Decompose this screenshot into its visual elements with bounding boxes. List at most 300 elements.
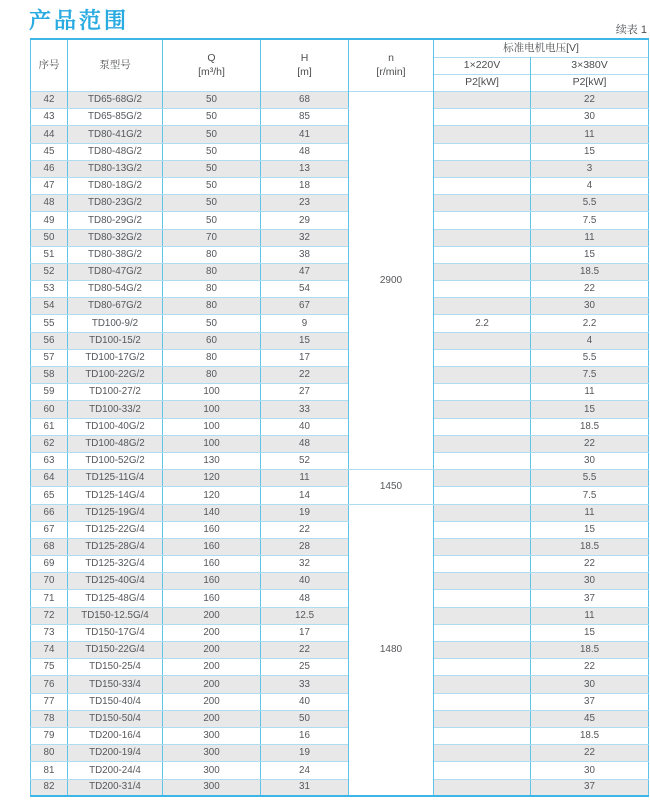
cell-flow: 160	[163, 573, 261, 590]
cell-p2-380v: 11	[531, 607, 649, 624]
cell-p2-220v	[434, 642, 531, 659]
table-row	[31, 177, 649, 194]
table-row	[31, 642, 649, 659]
table-row	[31, 779, 649, 796]
cell-head: 40	[261, 693, 349, 710]
cell-p2-380v: 22	[531, 556, 649, 573]
cell-p2-220v	[434, 298, 531, 315]
cell-flow: 100	[163, 418, 261, 435]
cell-head: 41	[261, 126, 349, 143]
table-row	[31, 745, 649, 762]
cell-p2-220v	[434, 349, 531, 366]
header-speed-symbol: n	[388, 52, 394, 65]
table-row	[31, 470, 649, 487]
cell-head: 22	[261, 642, 349, 659]
table-row	[31, 504, 649, 521]
cell-flow: 300	[163, 762, 261, 779]
cell-serial: 82	[31, 779, 68, 796]
cell-serial: 68	[31, 538, 68, 555]
cell-model: TD100-17G/2	[68, 349, 163, 366]
cell-p2-380v: 18.5	[531, 642, 649, 659]
cell-flow: 300	[163, 745, 261, 762]
cell-flow: 80	[163, 263, 261, 280]
cell-serial: 62	[31, 435, 68, 452]
cell-p2-220v	[434, 607, 531, 624]
cell-p2-380v: 30	[531, 452, 649, 469]
cell-head: 85	[261, 109, 349, 126]
cell-model: TD80-47G/2	[68, 263, 163, 280]
table-row	[31, 298, 649, 315]
cell-flow: 200	[163, 659, 261, 676]
cell-head: 17	[261, 624, 349, 641]
cell-head: 11	[261, 470, 349, 487]
cell-model: TD80-32G/2	[68, 229, 163, 246]
header-model: 泵型号	[68, 39, 163, 92]
cell-serial: 78	[31, 710, 68, 727]
header-voltage-220: 1×220V	[434, 58, 531, 75]
cell-flow: 300	[163, 779, 261, 796]
cell-flow: 80	[163, 298, 261, 315]
cell-head: 12.5	[261, 607, 349, 624]
cell-model: TD80-23G/2	[68, 195, 163, 212]
cell-model: TD80-41G/2	[68, 126, 163, 143]
cell-p2-220v	[434, 435, 531, 452]
cell-p2-220v	[434, 727, 531, 744]
cell-flow: 50	[163, 92, 261, 109]
cell-model: TD150-12.5G/4	[68, 607, 163, 624]
cell-p2-220v	[434, 177, 531, 194]
table-row	[31, 487, 649, 504]
cell-flow: 120	[163, 487, 261, 504]
cell-serial: 72	[31, 607, 68, 624]
cell-serial: 57	[31, 349, 68, 366]
cell-p2-380v: 22	[531, 659, 649, 676]
table-header	[31, 39, 649, 92]
table-row	[31, 143, 649, 160]
table-row	[31, 727, 649, 744]
cell-p2-380v: 7.5	[531, 487, 649, 504]
table-row	[31, 212, 649, 229]
cell-p2-220v	[434, 246, 531, 263]
cell-p2-220v: 2.2	[434, 315, 531, 332]
cell-p2-220v	[434, 367, 531, 384]
cell-p2-380v: 5.5	[531, 349, 649, 366]
cell-flow: 50	[163, 160, 261, 177]
cell-serial: 45	[31, 143, 68, 160]
cell-model: TD125-32G/4	[68, 556, 163, 573]
cell-model: TD150-17G/4	[68, 624, 163, 641]
cell-serial: 51	[31, 246, 68, 263]
cell-model: TD80-29G/2	[68, 212, 163, 229]
cell-model: TD150-33/4	[68, 676, 163, 693]
cell-p2-220v	[434, 470, 531, 487]
cell-head: 40	[261, 573, 349, 590]
table-row	[31, 762, 649, 779]
cell-serial: 80	[31, 745, 68, 762]
header-head	[261, 39, 349, 92]
cell-serial: 50	[31, 229, 68, 246]
table-row	[31, 401, 649, 418]
cell-serial: 74	[31, 642, 68, 659]
cell-serial: 56	[31, 332, 68, 349]
cell-p2-380v: 22	[531, 435, 649, 452]
cell-head: 19	[261, 745, 349, 762]
table-row	[31, 538, 649, 555]
cell-flow: 200	[163, 642, 261, 659]
table-row	[31, 452, 649, 469]
table-row	[31, 246, 649, 263]
cell-p2-220v	[434, 710, 531, 727]
cell-p2-380v: 11	[531, 229, 649, 246]
table-row	[31, 315, 649, 332]
cell-model: TD150-22G/4	[68, 642, 163, 659]
cell-head: 40	[261, 418, 349, 435]
cell-serial: 46	[31, 160, 68, 177]
header-serial: 序号	[31, 39, 68, 92]
cell-speed-merged: 1480	[349, 504, 434, 796]
cell-p2-220v	[434, 762, 531, 779]
cell-head: 9	[261, 315, 349, 332]
cell-model: TD125-48G/4	[68, 590, 163, 607]
cell-flow: 140	[163, 504, 261, 521]
table-row	[31, 624, 649, 641]
cell-p2-380v: 30	[531, 298, 649, 315]
cell-head: 32	[261, 229, 349, 246]
cell-p2-380v: 4	[531, 332, 649, 349]
cell-head: 19	[261, 504, 349, 521]
cell-head: 16	[261, 727, 349, 744]
cell-model: TD200-16/4	[68, 727, 163, 744]
cell-flow: 80	[163, 349, 261, 366]
cell-head: 25	[261, 659, 349, 676]
cell-flow: 70	[163, 229, 261, 246]
cell-model: TD65-68G/2	[68, 92, 163, 109]
cell-p2-220v	[434, 590, 531, 607]
table-row	[31, 573, 649, 590]
cell-p2-380v: 11	[531, 504, 649, 521]
cell-p2-380v: 4	[531, 177, 649, 194]
cell-p2-380v: 37	[531, 779, 649, 796]
cell-head: 29	[261, 212, 349, 229]
header-speed-unit: [r/min]	[376, 65, 406, 78]
cell-flow: 100	[163, 384, 261, 401]
cell-serial: 67	[31, 521, 68, 538]
cell-serial: 42	[31, 92, 68, 109]
cell-model: TD125-19G/4	[68, 504, 163, 521]
cell-head: 15	[261, 332, 349, 349]
cell-p2-380v: 18.5	[531, 263, 649, 280]
cell-serial: 55	[31, 315, 68, 332]
cell-flow: 130	[163, 452, 261, 469]
cell-flow: 160	[163, 538, 261, 555]
cell-head: 48	[261, 590, 349, 607]
cell-head: 48	[261, 143, 349, 160]
cell-head: 13	[261, 160, 349, 177]
table-row	[31, 281, 649, 298]
cell-p2-220v	[434, 401, 531, 418]
cell-flow: 50	[163, 212, 261, 229]
table-row	[31, 435, 649, 452]
cell-p2-220v	[434, 109, 531, 126]
cell-flow: 100	[163, 435, 261, 452]
cell-serial: 79	[31, 727, 68, 744]
table-row	[31, 384, 649, 401]
cell-p2-380v: 22	[531, 745, 649, 762]
cell-p2-380v: 15	[531, 246, 649, 263]
table-row	[31, 160, 649, 177]
cell-p2-220v	[434, 452, 531, 469]
cell-model: TD125-14G/4	[68, 487, 163, 504]
table-row	[31, 659, 649, 676]
cell-model: TD125-11G/4	[68, 470, 163, 487]
cell-p2-220v	[434, 693, 531, 710]
cell-p2-380v: 22	[531, 92, 649, 109]
table-row	[31, 676, 649, 693]
cell-model: TD100-48G/2	[68, 435, 163, 452]
cell-model: TD80-13G/2	[68, 160, 163, 177]
cell-model: TD125-40G/4	[68, 573, 163, 590]
header-flow-unit: [m³/h]	[198, 65, 225, 78]
cell-p2-380v: 7.5	[531, 212, 649, 229]
cell-p2-220v	[434, 676, 531, 693]
table-row	[31, 332, 649, 349]
cell-p2-220v	[434, 160, 531, 177]
cell-serial: 58	[31, 367, 68, 384]
cell-serial: 64	[31, 470, 68, 487]
cell-p2-380v: 18.5	[531, 727, 649, 744]
cell-flow: 160	[163, 590, 261, 607]
cell-p2-220v	[434, 779, 531, 796]
cell-serial: 54	[31, 298, 68, 315]
cell-p2-220v	[434, 624, 531, 641]
cell-flow: 200	[163, 693, 261, 710]
cell-serial: 75	[31, 659, 68, 676]
cell-p2-380v: 30	[531, 676, 649, 693]
cell-p2-380v: 5.5	[531, 195, 649, 212]
cell-model: TD100-27/2	[68, 384, 163, 401]
cell-head: 14	[261, 487, 349, 504]
cell-p2-220v	[434, 521, 531, 538]
header-flow-symbol: Q	[207, 52, 216, 65]
cell-p2-380v: 15	[531, 521, 649, 538]
cell-flow: 100	[163, 401, 261, 418]
header-head-symbol: H	[300, 52, 309, 65]
cell-serial: 76	[31, 676, 68, 693]
cell-p2-380v: 45	[531, 710, 649, 727]
cell-flow: 80	[163, 367, 261, 384]
continued-table-label: 续表 1	[615, 24, 647, 36]
cell-head: 68	[261, 92, 349, 109]
cell-serial: 53	[31, 281, 68, 298]
cell-p2-380v: 18.5	[531, 538, 649, 555]
cell-p2-380v: 37	[531, 590, 649, 607]
cell-p2-380v: 7.5	[531, 367, 649, 384]
cell-flow: 80	[163, 246, 261, 263]
cell-model: TD100-33/2	[68, 401, 163, 418]
table-row	[31, 195, 649, 212]
cell-p2-220v	[434, 143, 531, 160]
cell-p2-380v: 30	[531, 109, 649, 126]
cell-p2-220v	[434, 538, 531, 555]
cell-p2-220v	[434, 487, 531, 504]
cell-head: 22	[261, 367, 349, 384]
header-voltage-380: 3×380V	[531, 58, 649, 75]
cell-p2-220v	[434, 384, 531, 401]
cell-p2-380v: 37	[531, 693, 649, 710]
cell-model: TD100-52G/2	[68, 452, 163, 469]
cell-serial: 47	[31, 177, 68, 194]
cell-serial: 48	[31, 195, 68, 212]
cell-serial: 59	[31, 384, 68, 401]
cell-flow: 60	[163, 332, 261, 349]
cell-head: 50	[261, 710, 349, 727]
cell-model: TD100-22G/2	[68, 367, 163, 384]
cell-p2-220v	[434, 92, 531, 109]
cell-flow: 200	[163, 624, 261, 641]
table-row	[31, 418, 649, 435]
cell-flow: 200	[163, 710, 261, 727]
cell-serial: 71	[31, 590, 68, 607]
cell-p2-380v: 2.2	[531, 315, 649, 332]
header-p2-380: P2[kW]	[531, 75, 649, 92]
cell-p2-380v: 3	[531, 160, 649, 177]
cell-head: 33	[261, 401, 349, 418]
cell-serial: 66	[31, 504, 68, 521]
cell-head: 22	[261, 521, 349, 538]
table-row	[31, 263, 649, 280]
cell-serial: 69	[31, 556, 68, 573]
cell-speed-merged: 1450	[349, 470, 434, 504]
cell-p2-220v	[434, 212, 531, 229]
cell-model: TD125-28G/4	[68, 538, 163, 555]
cell-p2-220v	[434, 195, 531, 212]
cell-head: 67	[261, 298, 349, 315]
cell-model: TD200-24/4	[68, 762, 163, 779]
product-range-table	[30, 38, 649, 797]
cell-model: TD80-54G/2	[68, 281, 163, 298]
table-row	[31, 693, 649, 710]
cell-flow: 50	[163, 109, 261, 126]
cell-p2-220v	[434, 418, 531, 435]
cell-model: TD80-48G/2	[68, 143, 163, 160]
cell-serial: 63	[31, 452, 68, 469]
cell-p2-220v	[434, 229, 531, 246]
cell-flow: 50	[163, 143, 261, 160]
cell-p2-220v	[434, 281, 531, 298]
cell-serial: 77	[31, 693, 68, 710]
cell-model: TD65-85G/2	[68, 109, 163, 126]
cell-head: 31	[261, 779, 349, 796]
cell-serial: 49	[31, 212, 68, 229]
cell-serial: 61	[31, 418, 68, 435]
cell-model: TD125-22G/4	[68, 521, 163, 538]
cell-p2-380v: 11	[531, 126, 649, 143]
cell-model: TD200-31/4	[68, 779, 163, 796]
header-voltage-group: 标准电机电压[V]	[434, 39, 649, 58]
cell-head: 48	[261, 435, 349, 452]
cell-head: 17	[261, 349, 349, 366]
cell-flow: 120	[163, 470, 261, 487]
cell-p2-380v: 30	[531, 762, 649, 779]
cell-serial: 52	[31, 263, 68, 280]
cell-serial: 70	[31, 573, 68, 590]
cell-head: 52	[261, 452, 349, 469]
cell-flow: 80	[163, 281, 261, 298]
cell-head: 28	[261, 538, 349, 555]
page-title: 产品范围	[29, 8, 130, 33]
cell-model: TD150-25/4	[68, 659, 163, 676]
cell-flow: 200	[163, 607, 261, 624]
cell-model: TD80-38G/2	[68, 246, 163, 263]
cell-p2-220v	[434, 263, 531, 280]
cell-head: 54	[261, 281, 349, 298]
header-p2-220: P2[kW]	[434, 75, 531, 92]
table-row	[31, 349, 649, 366]
cell-flow: 50	[163, 315, 261, 332]
table-row	[31, 229, 649, 246]
cell-model: TD100-40G/2	[68, 418, 163, 435]
cell-head: 23	[261, 195, 349, 212]
cell-p2-380v: 15	[531, 401, 649, 418]
header-speed	[349, 39, 434, 92]
cell-flow: 50	[163, 126, 261, 143]
cell-serial: 44	[31, 126, 68, 143]
table-row	[31, 710, 649, 727]
cell-model: TD150-50/4	[68, 710, 163, 727]
cell-p2-380v: 18.5	[531, 418, 649, 435]
cell-model: TD200-19/4	[68, 745, 163, 762]
cell-serial: 73	[31, 624, 68, 641]
header-head-unit: [m]	[297, 65, 312, 78]
cell-flow: 300	[163, 727, 261, 744]
cell-p2-380v: 30	[531, 573, 649, 590]
cell-p2-220v	[434, 126, 531, 143]
table-row	[31, 109, 649, 126]
cell-model: TD80-67G/2	[68, 298, 163, 315]
cell-p2-380v: 11	[531, 384, 649, 401]
cell-speed-merged: 2900	[349, 92, 434, 470]
table-row	[31, 367, 649, 384]
cell-head: 47	[261, 263, 349, 280]
cell-serial: 65	[31, 487, 68, 504]
table-row	[31, 590, 649, 607]
cell-flow: 200	[163, 676, 261, 693]
cell-head: 27	[261, 384, 349, 401]
cell-head: 33	[261, 676, 349, 693]
table-row	[31, 607, 649, 624]
cell-serial: 81	[31, 762, 68, 779]
table-row	[31, 126, 649, 143]
cell-flow: 160	[163, 556, 261, 573]
cell-head: 38	[261, 246, 349, 263]
cell-model: TD100-15/2	[68, 332, 163, 349]
cell-flow: 50	[163, 177, 261, 194]
cell-model: TD150-40/4	[68, 693, 163, 710]
cell-p2-220v	[434, 504, 531, 521]
cell-head: 24	[261, 762, 349, 779]
cell-p2-220v	[434, 556, 531, 573]
cell-p2-380v: 5.5	[531, 470, 649, 487]
cell-model: TD80-18G/2	[68, 177, 163, 194]
cell-p2-220v	[434, 332, 531, 349]
cell-p2-380v: 15	[531, 143, 649, 160]
cell-p2-220v	[434, 573, 531, 590]
header-flow	[163, 39, 261, 92]
cell-p2-380v: 15	[531, 624, 649, 641]
cell-p2-220v	[434, 659, 531, 676]
cell-p2-220v	[434, 745, 531, 762]
cell-p2-380v: 22	[531, 281, 649, 298]
